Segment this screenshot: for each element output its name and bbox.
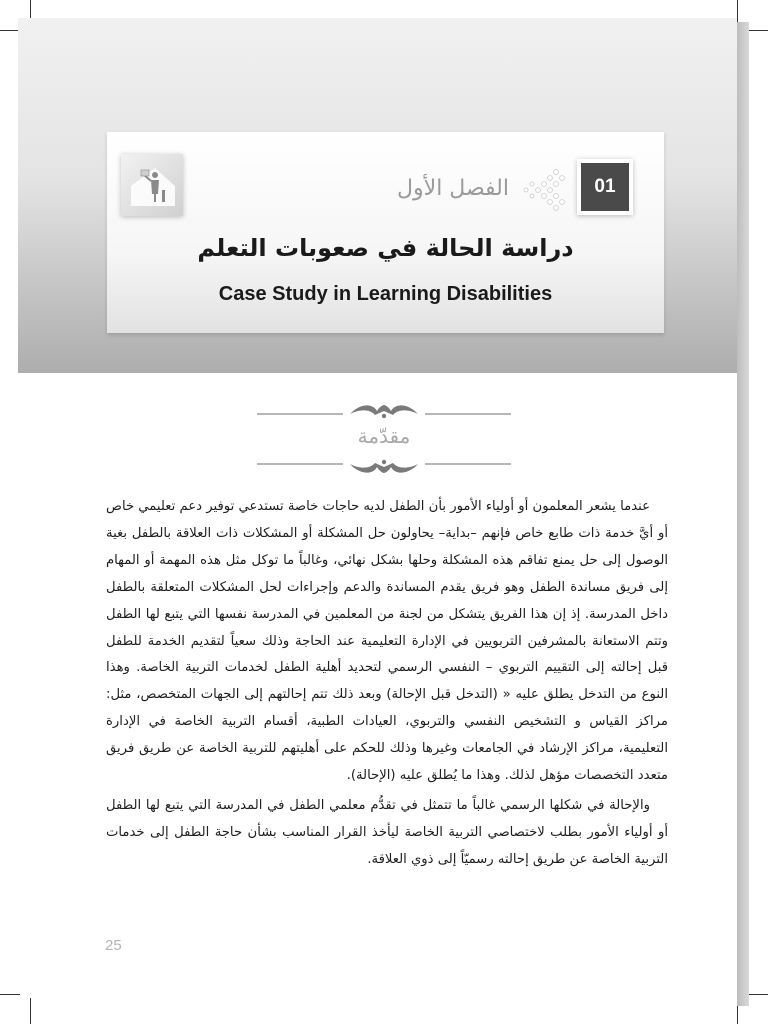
chapter-title-card — [107, 132, 664, 333]
chapter-number: 01 — [581, 163, 629, 211]
body-text — [106, 494, 668, 874]
crop-mark — [30, 998, 31, 1024]
dotted-chevron-icon — [516, 166, 566, 216]
chapter-title-arabic: دراسة الحالة في صعوبات التعلم — [197, 234, 574, 262]
crop-mark — [748, 994, 768, 995]
page-edge-shadow — [737, 22, 749, 1006]
teacher-pointing-icon — [121, 154, 183, 216]
page-number: 25 — [105, 937, 122, 954]
paragraph: عندما يشعر المعلمون أو أولياء الأمور بأن الطفل لديه حاجات خاصة تستدعي توفير دعم تعليمي خاص أو أيَّ خدمة ذات طابع خاص فإنهم –بداية– يحاولون حل المشكلة أو المشكلات ذات العلاقة بالطفل بغية الوصول إلى حل يمنع تفاقم هذه المشكلة وحلها بشكل نهائي، وغالباً ما توكل مثل هذه المهمة أو المهام إلى فريق مساندة الطفل وهو فريق يقدم المساندة والدعم وإجراءات لحل المشكلات المتعلقة بالطفل داخل المدرسة. إذ إن هذا الفريق يتشكل من لجنة من المعلمين في المدرسة نفسها التي يتبع لها الطفل وتتم الاستعانة بالمشرفين التربويين في الإدارة التعليمية عند الحاجة وذلك سعياً لتقديم الخدمة للطفل قبل إحالته إلى التقييم التربوي – النفسي الرسمي لتحديد أهلية الطفل لخدمات التربية الخاصة. وهذا النوع من التدخل يطلق عليه « (التدخل قبل الإحالة) وبعد ذلك تتم إحالتهم إلى الجهات المتخصص، مثل: مراكز القياس و التشخيص النفسي والتربوي، العيادات الطبية، أقسام التربية الخاصة في الإدارة التعليمية، مراكز الإرشاد في الجامعات وغيرها وذلك للحكم على أهليتهم للتربية الخاصة عن طريق فريق متعدد التخصصات مؤهل لذلك. وهذا ما يُطلق عليه (الإحالة). — [106, 499, 668, 784]
crop-mark — [748, 30, 768, 31]
crop-mark — [0, 30, 20, 31]
crop-mark — [0, 994, 20, 995]
chapter-number-badge — [577, 159, 633, 215]
chapter-title-english: Case Study in Learning Disabilities — [218, 283, 553, 305]
paragraph: والإحالة في شكلها الرسمي غالباً ما تتمثل في تقدُّم معلمي الطفل في المدرسة التي يتبع لها الطفل أو أولياء الأمور بطلب لاختصاصي التربية الخاصة ليأخذ القرار المناسب بشأن حاجة الطفل إلى خدمات التربية الخاصة عن طريق إحالته رسميّاً إلى ذوي العلاقة. — [106, 797, 668, 867]
chapter-logo-tile — [121, 154, 183, 216]
section-heading: مقدّمة — [357, 424, 411, 448]
chapter-label: الفصل الأول — [397, 176, 509, 201]
